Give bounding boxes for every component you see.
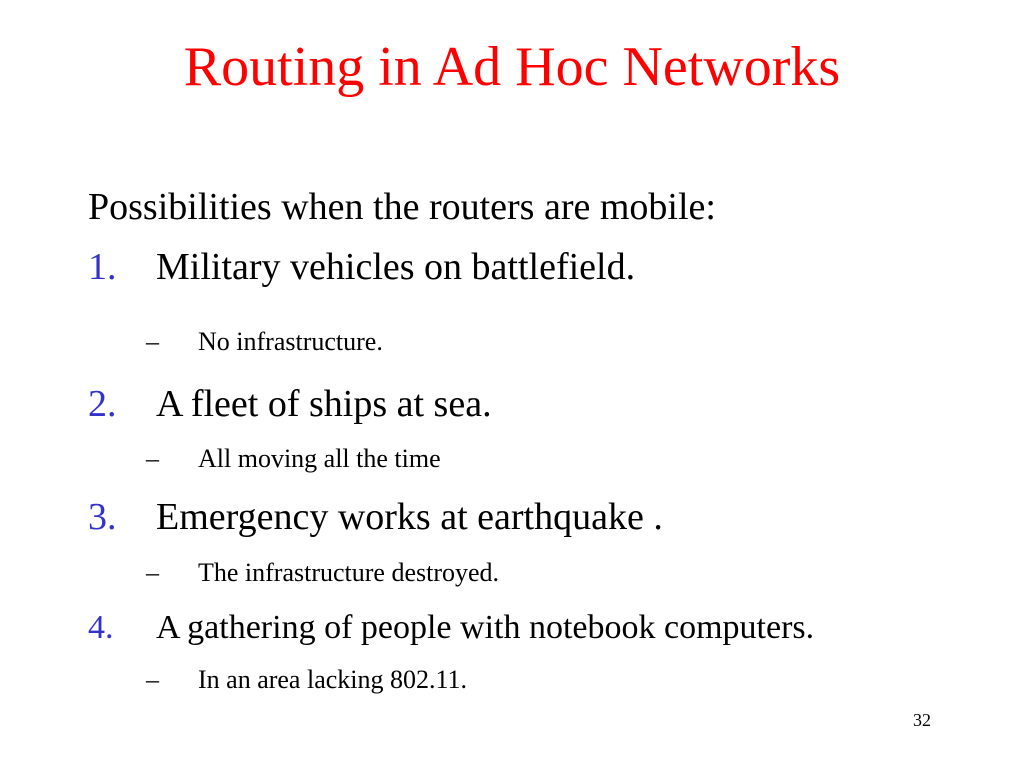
page-number: 32 (913, 710, 931, 730)
list-text-1: Military vehicles on battlefield. (156, 246, 636, 288)
sub-text-4: In an area lacking 802.11. (198, 665, 468, 694)
sub-marker-2: – (146, 444, 159, 473)
list-text-2: A fleet of ships at sea. (156, 383, 492, 425)
list-number-2: 2. (88, 383, 117, 425)
sub-text-2: All moving all the time (198, 444, 441, 473)
sub-text-3: The infrastructure destroyed. (198, 558, 500, 587)
list-number-3: 3. (88, 496, 117, 538)
sub-text-1: No infrastructure. (198, 327, 383, 356)
list-text-4: A gathering of people with notebook computers. (156, 609, 815, 646)
list-number-4: 4. (88, 609, 114, 646)
list-number-1: 1. (88, 246, 117, 288)
slide-title: Routing in Ad Hoc Networks (183, 36, 841, 98)
intro-text: Possibilities when the routers are mobile: (88, 186, 716, 228)
sub-marker-1: – (146, 327, 159, 356)
sub-marker-3: – (146, 558, 159, 587)
list-text-3: Emergency works at earthquake . (156, 496, 663, 538)
sub-marker-4: – (146, 665, 159, 694)
